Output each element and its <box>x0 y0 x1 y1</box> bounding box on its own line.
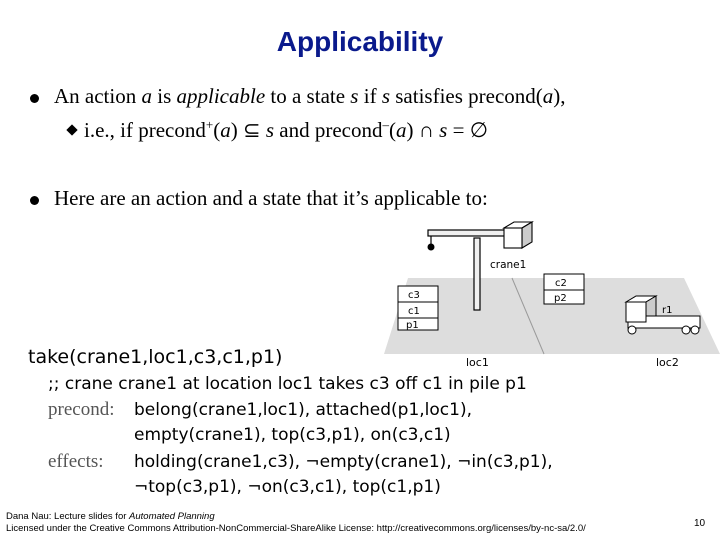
math-var: s <box>265 118 275 142</box>
effects-line-1: holding(crane1,c3), ¬empty(crane1), ¬in(c3,p1), <box>134 452 553 472</box>
text-run: ) <box>406 118 419 142</box>
text-run: ), <box>553 84 566 108</box>
crane-mast <box>474 238 480 310</box>
superscript-minus: – <box>382 117 389 132</box>
text-run: ) <box>230 118 243 142</box>
crane-boom <box>428 230 510 236</box>
superscript-plus: + <box>205 117 214 132</box>
sub-bullet-formula <box>84 117 488 143</box>
math-var: a <box>141 84 152 108</box>
precond-line-1: belong(crane1,loc1), attached(p1,loc1), <box>134 400 473 420</box>
footer-credit <box>6 511 215 522</box>
container-c2-label: c2 <box>555 278 567 289</box>
crane-cabin-front <box>504 228 522 248</box>
footer-book-title: Automated Planning <box>129 511 215 522</box>
text-run: and precond <box>274 118 383 142</box>
sub-bullet-diamond <box>66 124 77 135</box>
effects-line-2: ¬top(c3,p1), ¬on(c3,c1), top(c1,p1) <box>134 477 441 497</box>
footer-license: Licensed under the Creative Commons Attribution-NonCommercial-ShareAlike License: http://creativecommons.org/licenses/by-nc-sa/2.0/ <box>6 523 586 534</box>
text-run: is <box>151 84 177 108</box>
text-run: if <box>358 84 382 108</box>
slide-title: Applicability <box>276 26 444 57</box>
bullet-dot <box>30 196 39 205</box>
math-var: a <box>542 84 554 108</box>
intersection-symbol: ∩ <box>418 118 434 142</box>
math-var: s <box>350 84 359 108</box>
text-run: = <box>447 118 470 142</box>
action-head: take(crane1,loc1,c3,c1,p1) <box>28 346 283 368</box>
math-var: a <box>220 118 231 142</box>
text-run: to a state <box>265 84 351 108</box>
text-run: satisfies precond( <box>390 84 543 108</box>
crane-hook <box>428 244 435 251</box>
dwr-scene-illustration <box>384 220 720 378</box>
precond-line-2: empty(crane1), top(c3,p1), on(c3,c1) <box>134 425 451 445</box>
precond-keyword: precond: <box>48 399 115 420</box>
bullet-dot <box>30 94 39 103</box>
container-c3-label: c3 <box>408 290 420 301</box>
text-run: ( <box>213 118 221 142</box>
bullet-applicable-definition <box>54 84 566 109</box>
text-run: i.e., if precond <box>84 118 206 142</box>
math-var: s <box>381 84 390 108</box>
action-comment: ;; crane crane1 at location loc1 takes c3 off c1 in pile p1 <box>48 374 527 394</box>
math-var: a <box>395 118 407 142</box>
pallet-p2-label: p2 <box>554 293 567 304</box>
pallet-p1-label: p1 <box>406 320 419 331</box>
robot-wheel <box>628 326 636 334</box>
location-loc1-label: loc1 <box>466 356 489 369</box>
robot-wheel <box>691 326 699 334</box>
math-var: s <box>439 118 448 142</box>
text-run: An action <box>54 84 142 108</box>
emphasis-term: applicable <box>176 84 266 108</box>
bullet-example-intro: Here are an action and a state that it’s applicable to: <box>54 186 488 210</box>
container-c1-label: c1 <box>408 306 420 317</box>
subseteq-symbol: ⊆ <box>242 118 261 142</box>
effects-keyword: effects: <box>48 451 104 472</box>
robot-wheel <box>682 326 690 334</box>
empty-set-symbol: ∅ <box>469 118 488 142</box>
page-number: 10 <box>694 518 706 529</box>
robot-label: r1 <box>662 305 673 316</box>
text-run: ( <box>388 118 396 142</box>
footer-credit-text: Dana Nau: Lecture slides for <box>6 511 130 522</box>
crane-label: crane1 <box>490 259 527 271</box>
robot-cabin-front <box>626 302 646 322</box>
location-loc2-label: loc2 <box>656 356 679 369</box>
